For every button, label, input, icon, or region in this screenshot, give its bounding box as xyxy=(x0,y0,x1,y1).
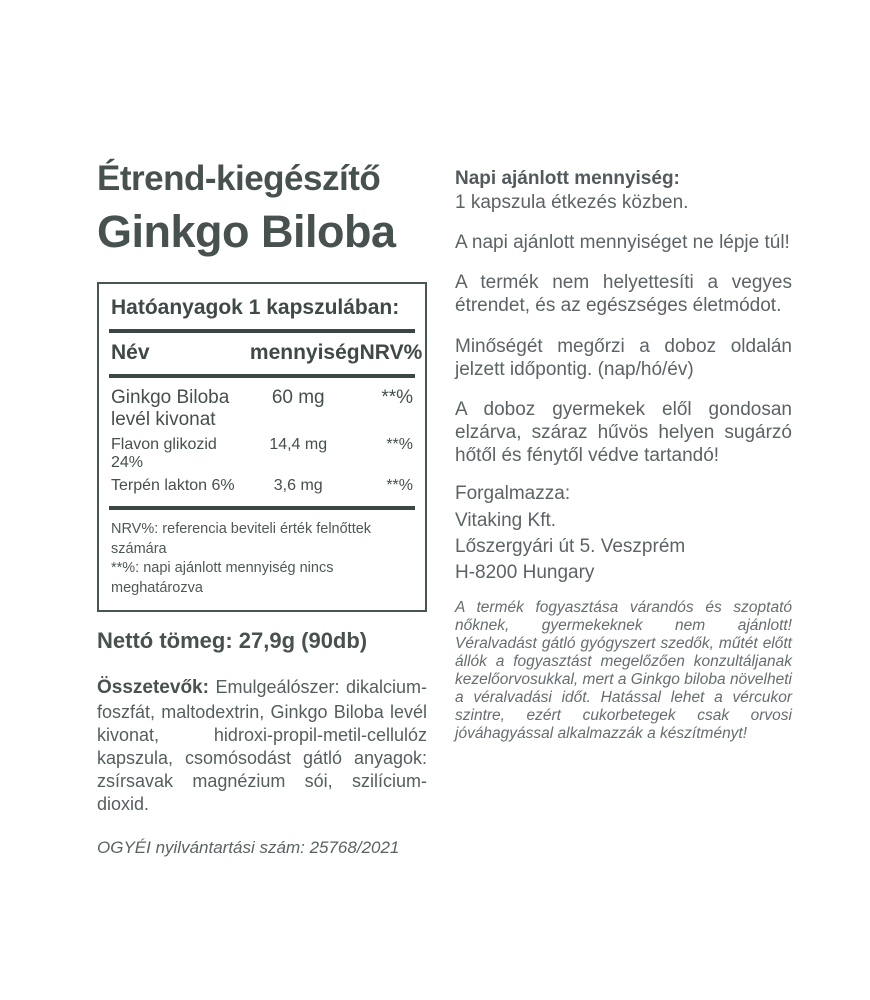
right-column xyxy=(455,168,792,743)
ingredients-paragraph xyxy=(97,676,427,815)
distributor-country: H-8200 Hungary xyxy=(455,561,595,583)
ingredient-name: Ginkgo Biloba levél kivonat xyxy=(111,387,230,430)
distributor-name: Vitaking Kft. xyxy=(455,509,557,531)
table-title: Hatóanyagok 1 kapszulában: xyxy=(111,296,400,319)
column-header-nrv: NRV% xyxy=(359,341,423,364)
footnote-asterisk: **%: napi ajánlott mennyiség nincs meghatározva xyxy=(111,560,334,596)
product-category-title: Étrend-kiegészítő xyxy=(97,159,381,198)
dosage-text: 1 kapszula étkezés közben. xyxy=(455,192,689,214)
column-header-amount: mennyiség xyxy=(249,341,360,364)
active-ingredients-table xyxy=(97,282,427,612)
footnote-nrv: NRV%: referencia beviteli érték felnőttek számára xyxy=(111,521,372,557)
ingredients-text: Emulgeálószer: dikalcium-foszfát, maltodextrin, Ginkgo Biloba levél kivonat, hidroxi-propil-metil-cellulóz kapszula, csomósodást gátló anyagok: zsírsavak magnézium sói, szilícium-dioxid. xyxy=(97,677,427,814)
registration-number: OGYÉI nyilvántartási szám: 25768/2021 xyxy=(97,837,400,857)
net-weight: Nettó tömeg: 27,9g (90db) xyxy=(97,628,368,654)
distributor-label: Forgalmazza: xyxy=(455,483,571,505)
product-name-title: Ginkgo Biloba xyxy=(97,205,396,257)
table-header-row xyxy=(99,333,425,374)
ingredient-nrv: **% xyxy=(386,477,413,494)
table-row xyxy=(99,475,425,498)
ingredients-label: Összetevők: xyxy=(97,677,209,699)
info-storage: A doboz gyermekek elől gondosan elzárva, száraz hűvös helyen sugárzó hőtől és fénytől védve tartandó! xyxy=(455,398,792,467)
table-row xyxy=(99,378,425,434)
table-footnotes xyxy=(99,510,425,610)
ingredient-name: Terpén lakton 6% xyxy=(111,477,235,494)
medical-warning: A termék fogyasztása várandós és szoptató nőknek, gyermekeknek nem ajánlott! Véralvadást gátló gyógyszert szedők, műtét előtt állók a fogyasztást megelőzően konzultáljanak kezelőorvosukkal, mert a Ginkgo biloba növelheti a véralvadási időt. Hatással lehet a vércukor szintre, ezért cukorbetegek csak orvosi jóváhagyással alkalmazzák a készítményt! xyxy=(455,599,792,742)
column-header-name: Név xyxy=(111,341,150,364)
ingredient-amount: 14,4 mg xyxy=(269,436,328,453)
left-column xyxy=(97,160,427,858)
ingredient-name: Flavon glikozid 24% xyxy=(111,436,217,471)
info-diet: A termék nem helyettesíti a vegyes étrendet, és az egészséges életmódot. xyxy=(455,272,792,317)
ingredient-nrv: **% xyxy=(381,387,413,408)
ingredient-amount: 60 mg xyxy=(271,387,325,408)
ingredient-amount: 3,6 mg xyxy=(273,477,323,494)
distributor-street: Lőszergyári út 5. Veszprém xyxy=(455,535,686,557)
distributor-block xyxy=(455,482,792,584)
table-row xyxy=(99,434,425,475)
ingredient-nrv: **% xyxy=(386,436,413,453)
info-quality: Minőségét megőrzi a doboz oldalán jelzett időpontig. (nap/hó/év) xyxy=(455,335,792,380)
dosage-warning: A napi ajánlott mennyiséget ne lépje túl! xyxy=(455,231,790,253)
dosage-heading: Napi ajánlott mennyiség: xyxy=(455,168,680,189)
